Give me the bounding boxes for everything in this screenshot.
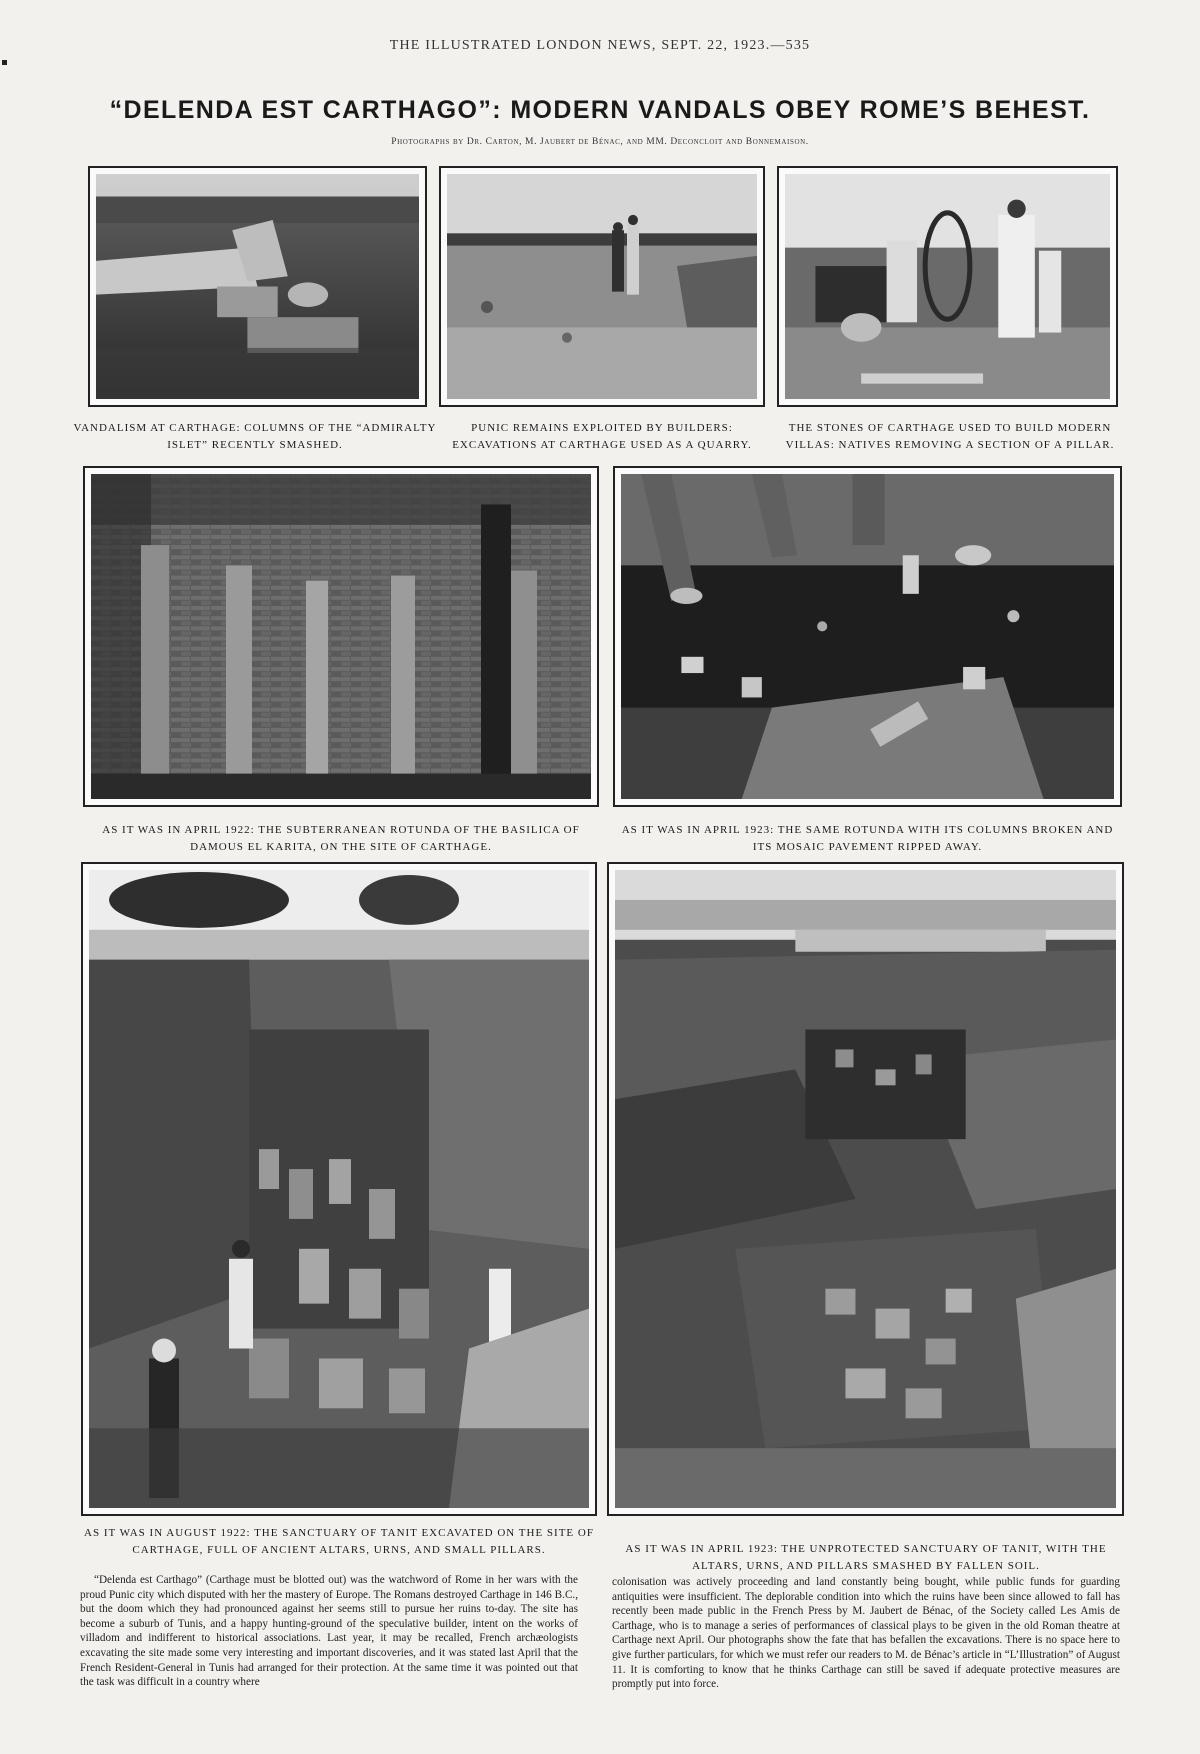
photo-rotunda-1922 [83,466,599,807]
photo-punic-quarry [439,166,765,407]
photo-image [91,474,591,799]
article-column-2: colonisation was actively proceeding and land constantly being bought, while public funds for guarding antiquities were insufficient. The deplorable condition into which the ruins have been since allowed to fall has recently been made public in the French Press by M. Jaubert de Bénac, of the Society called Les Amis de Carthage, who is to manage a series of performances of classical plays to be given in the old Roman theatre at Carthage next April. Our photographs show the fate that has befallen the excavations. There is no space here to give further particulars, for which we must refer our readers to M. de Bénac’s article in “L’Illustration” of August 11. It is comforting to know that he thinks Carthage can still be saved if adequate protective measures are promptly put into force. [612,1576,1120,1691]
photo-tanit-1923 [607,862,1124,1516]
photo-villa-stones [777,166,1118,407]
caption-photo-1: VANDALISM AT CARTHAGE: COLUMNS OF THE “ADMIRALTY ISLET” RECENTLY SMASHED. [73,422,437,451]
caption-photo-3: THE STONES OF CARTHAGE USED TO BUILD MODERN VILLAS: NATIVES REMOVING A SECTION OF A PILLAR. [785,422,1115,451]
caption-photo-7: AS IT WAS IN APRIL 1923: THE UNPROTECTED SANCTUARY OF TANIT, WITH THE ALTARS, URNS, AND PILLARS SMASHED BY FALLEN SOIL. [625,1543,1107,1572]
photo-image [96,174,419,399]
article-column-1: “Delenda est Carthago” (Carthage must be blotted out) was the watchword of Rome in her wars with the proud Punic city which disputed with her the mastery of Europe. The Romans destroyed Carthage in 146 B.C., but the doom which they had pronounced against her seems still to pursue her ruins to-day. The site has become a suburb of Tunis, and a happy hunting-ground of the speculative builder, intent on the works of villadom and indifferent to historical associations. Last year, it may be recalled, French archæologists excavating the site made some very interesting and important discoveries, and it was stated last April that the French Resident-General in Tunis had arranged for their protection. At the same time it was pointed out that the task was difficult in a country where [80,1574,578,1689]
photo-image [89,870,589,1508]
photo-credits: Photographs by Dr. Carton, M. Jaubert de Bénac, and MM. Deconcloit and Bonnemaison. [391,137,809,147]
caption-photo-4: AS IT WAS IN APRIL 1922: THE SUBTERRANEAN ROTUNDA OF THE BASILICA OF DAMOUS EL KARITA, ON THE SITE OF CARTHAGE. [102,824,580,853]
photo-admiralty-columns [88,166,427,407]
caption-photo-6: AS IT WAS IN AUGUST 1922: THE SANCTUARY OF TANIT EXCAVATED ON THE SITE OF CARTHAGE, FULL OF ANCIENT ALTARS, URNS, AND SMALL PILLARS. [84,1527,594,1556]
page-edge-mark [2,60,7,65]
photo-image [785,174,1110,399]
photo-tanit-1922 [81,862,597,1516]
photo-image [447,174,757,399]
headline: “DELENDA EST CARTHAGO”: MODERN VANDALS OBEY ROME’S BEHEST. [109,96,1091,124]
photo-rotunda-1923 [613,466,1122,807]
caption-photo-5: AS IT WAS IN APRIL 1923: THE SAME ROTUNDA WITH ITS COLUMNS BROKEN AND ITS MOSAIC PAVEMENT RIPPED AWAY. [621,824,1114,853]
photo-image [621,474,1114,799]
caption-photo-2: PUNIC REMAINS EXPLOITED BY BUILDERS: EXCAVATIONS AT CARTHAGE USED AS A QUARRY. [452,422,752,451]
running-head: THE ILLUSTRATED LONDON NEWS, SEPT. 22, 1923.—535 [389,38,811,53]
photo-image [615,870,1116,1508]
